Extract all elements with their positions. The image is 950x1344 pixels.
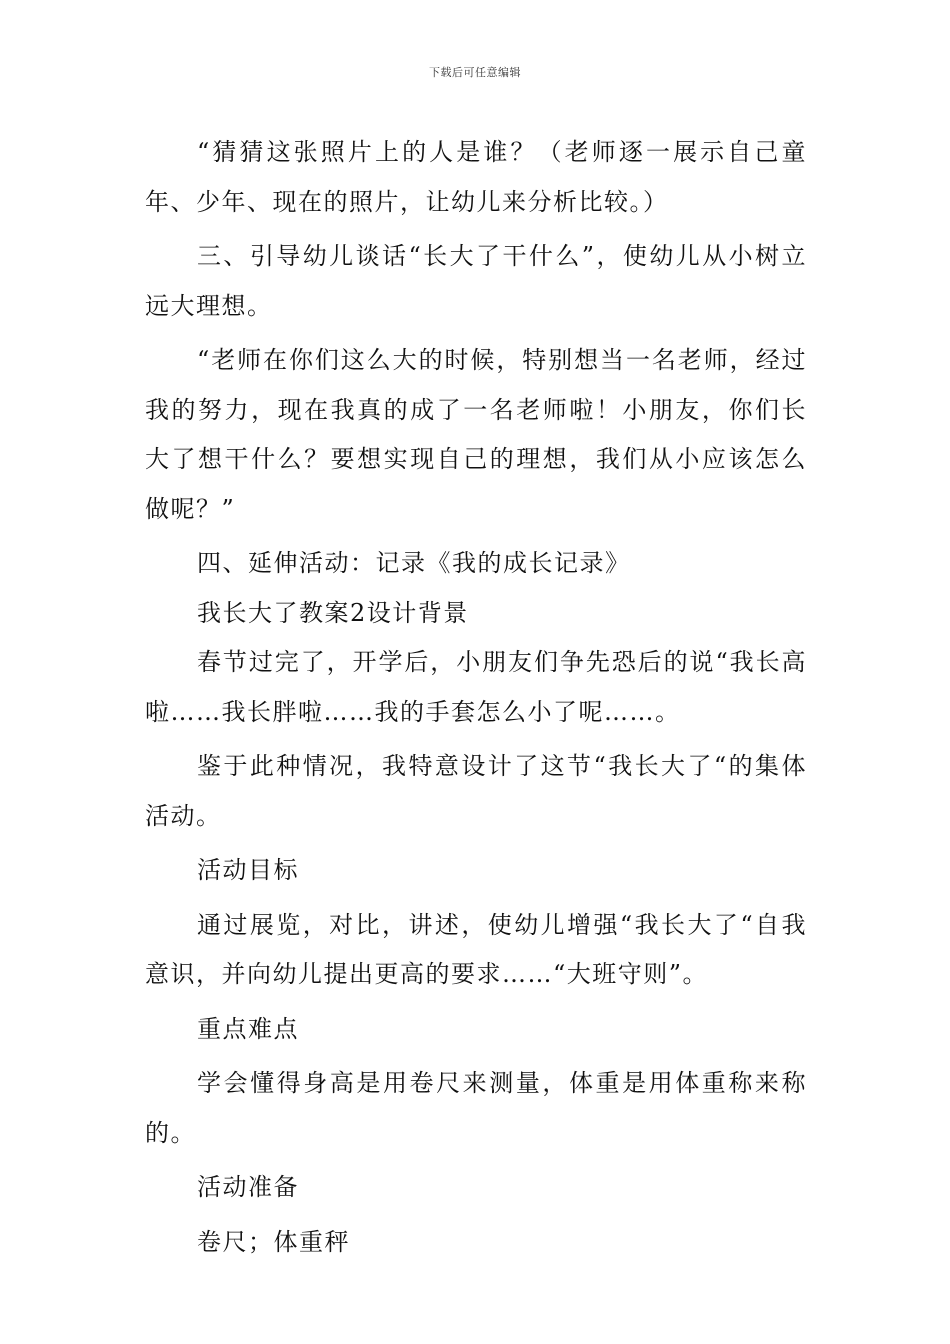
paragraph-spring-festival: 春节过完了，开学后，小朋友们争先恐后的说“我长高啦……我长胖啦……我的手套怎么小了呢……。 (145, 648, 807, 726)
document-body (145, 128, 807, 1267)
heading-key-points: 重点难点 (197, 1014, 299, 1043)
paragraph-step-three: 三、引导幼儿谈话“长大了干什么”，使幼儿从小树立远大理想。 (145, 242, 807, 320)
heading-design-background: 我长大了教案2设计背景 (197, 598, 469, 627)
paragraph-materials: 卷尺；体重秤 (197, 1227, 350, 1256)
paragraph-goals: 通过展览，对比，讲述，使幼儿增强“我长大了“自我意识，并向幼儿提出更高的要求……“大班守则”。 (145, 910, 807, 988)
paragraph-teacher-story: “老师在你们这么大的时候，特别想当一名老师，经过我的努力，现在我真的成了一名老师啦！小朋友，你们长大了想干什么？要想实现自己的理想，我们从小应该怎么做呢？” (145, 346, 807, 523)
paragraph-photo-guess: “猜猜这张照片上的人是谁？（老师逐一展示自己童年、少年、现在的照片，让幼儿来分析比较。） (145, 138, 807, 216)
heading-activity-prep: 活动准备 (197, 1173, 299, 1201)
page-header: 下载后可任意编辑 (429, 66, 521, 79)
paragraph-key-points: 学会懂得身高是用卷尺来测量，体重是用体重称来称的。 (145, 1069, 807, 1147)
heading-activity-goals: 活动目标 (197, 856, 299, 884)
paragraph-step-four: 四、延伸活动：记录《我的成长记录》 (197, 549, 631, 577)
paragraph-activity-design: 鉴于此种情况，我特意设计了这节“我长大了“的集体活动。 (145, 752, 807, 830)
